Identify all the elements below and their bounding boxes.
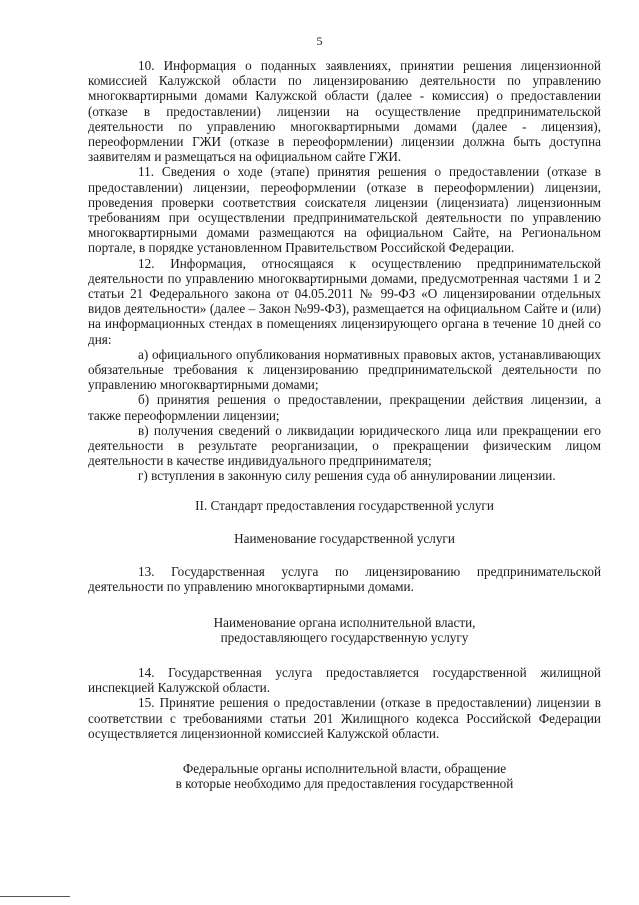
paragraph-12: 12. Информация, относящаяся к осуществлению предпринимательской деятельности по управлению многоквартирными домами, предусмотренная частями 1 и 2 статьи 21 Федерального закона от 04.05.2011 № 99-ФЗ «О лицензировании отдельных видов деятельности» (далее – Закон №99-ФЗ), размещается на официальном Сайте и (или) на информационных стендах в помещениях лицензирующего органа в течение 10 дней со дня: [88, 255, 601, 347]
paragraph-12-item-g: г) вступления в законную силу решения суда об аннулировании лицензии. [138, 468, 556, 484]
document-body [88, 58, 601, 791]
section-title: II. Стандарт предоставления государственной услуги [195, 497, 494, 513]
subheading-authority-line2: предоставляющего государственную услугу [220, 629, 469, 645]
paragraph-14: 14. Государственная услуга предоставляется государственной жилищной инспекцией Калужской области. [88, 664, 601, 696]
subheading-service-name: Наименование государственной услуги [234, 530, 455, 546]
paragraph-12-item-b: б) принятия решения о предоставлении, прекращении действия лицензии, а также переоформлении лицензии; [88, 392, 601, 423]
paragraph-13: 13. Государственная услуга по лицензированию предпринимательской деятельности по управлению многоквартирными домами. [88, 564, 601, 595]
bottom-edge-rule [0, 896, 70, 897]
paragraph-15: 15. Принятие решения о предоставлении (отказе в предоставлении) лицензии в соответствии с требованиями статьи 201 Жилищного кодекса Российской Федерации осуществляется лицензионной комиссией Калужской области. [88, 695, 601, 741]
page-number: 5 [316, 34, 323, 48]
paragraph-11: 11. Сведения о ходе (этапе) принятия решения о предоставлении (отказе в предоставлении) лицензии, переоформлении (отказе в переоформлении) лицензии, проведения проверки соответствия соискателя лицензии (лицензиата) лицензионным требованиям при осуществлении предпринимательской деятельности по управлению многоквартирными домами размещаются на официальном Сайте, на Региональном портале, в порядке установленном Правительством Российской Федерации. [88, 164, 601, 256]
subheading-federal-line2: в которые необходимо для предоставления государственной [175, 776, 514, 792]
paragraph-12-item-v: в) получения сведений о ликвидации юридического лица или прекращении его деятельности в результате реорганизации, о прекращении физическим лицом деятельности в качестве индивидуального предпринимателя; [88, 422, 601, 469]
subheading-federal-line1: Федеральные органы исполнительной власти, обращение [182, 760, 507, 776]
subheading-authority-line1: Наименование органа исполнительной власти, [213, 614, 476, 630]
paragraph-10: 10. Информация о поданных заявлениях, принятии решения лицензионной комиссией Калужской области по лицензированию деятельности по управлению многоквартирными домами Калужской области (далее - комиссия) о предоставлении (отказе в предоставлении) лицензии на осуществление предпринимательской деятельности по управлению многоквартирными домами (далее - лицензия), переоформлении ГЖИ (отказе в переоформлении) лицензии должна быть доступна заявителям и размещаться на официальном сайте ГЖИ. [88, 58, 601, 165]
paragraph-12-item-a: а) официального опубликования нормативных правовых актов, устанавливающих обязательные требования к лицензированию предпринимательской деятельности по управлению многоквартирными домами; [88, 346, 601, 393]
